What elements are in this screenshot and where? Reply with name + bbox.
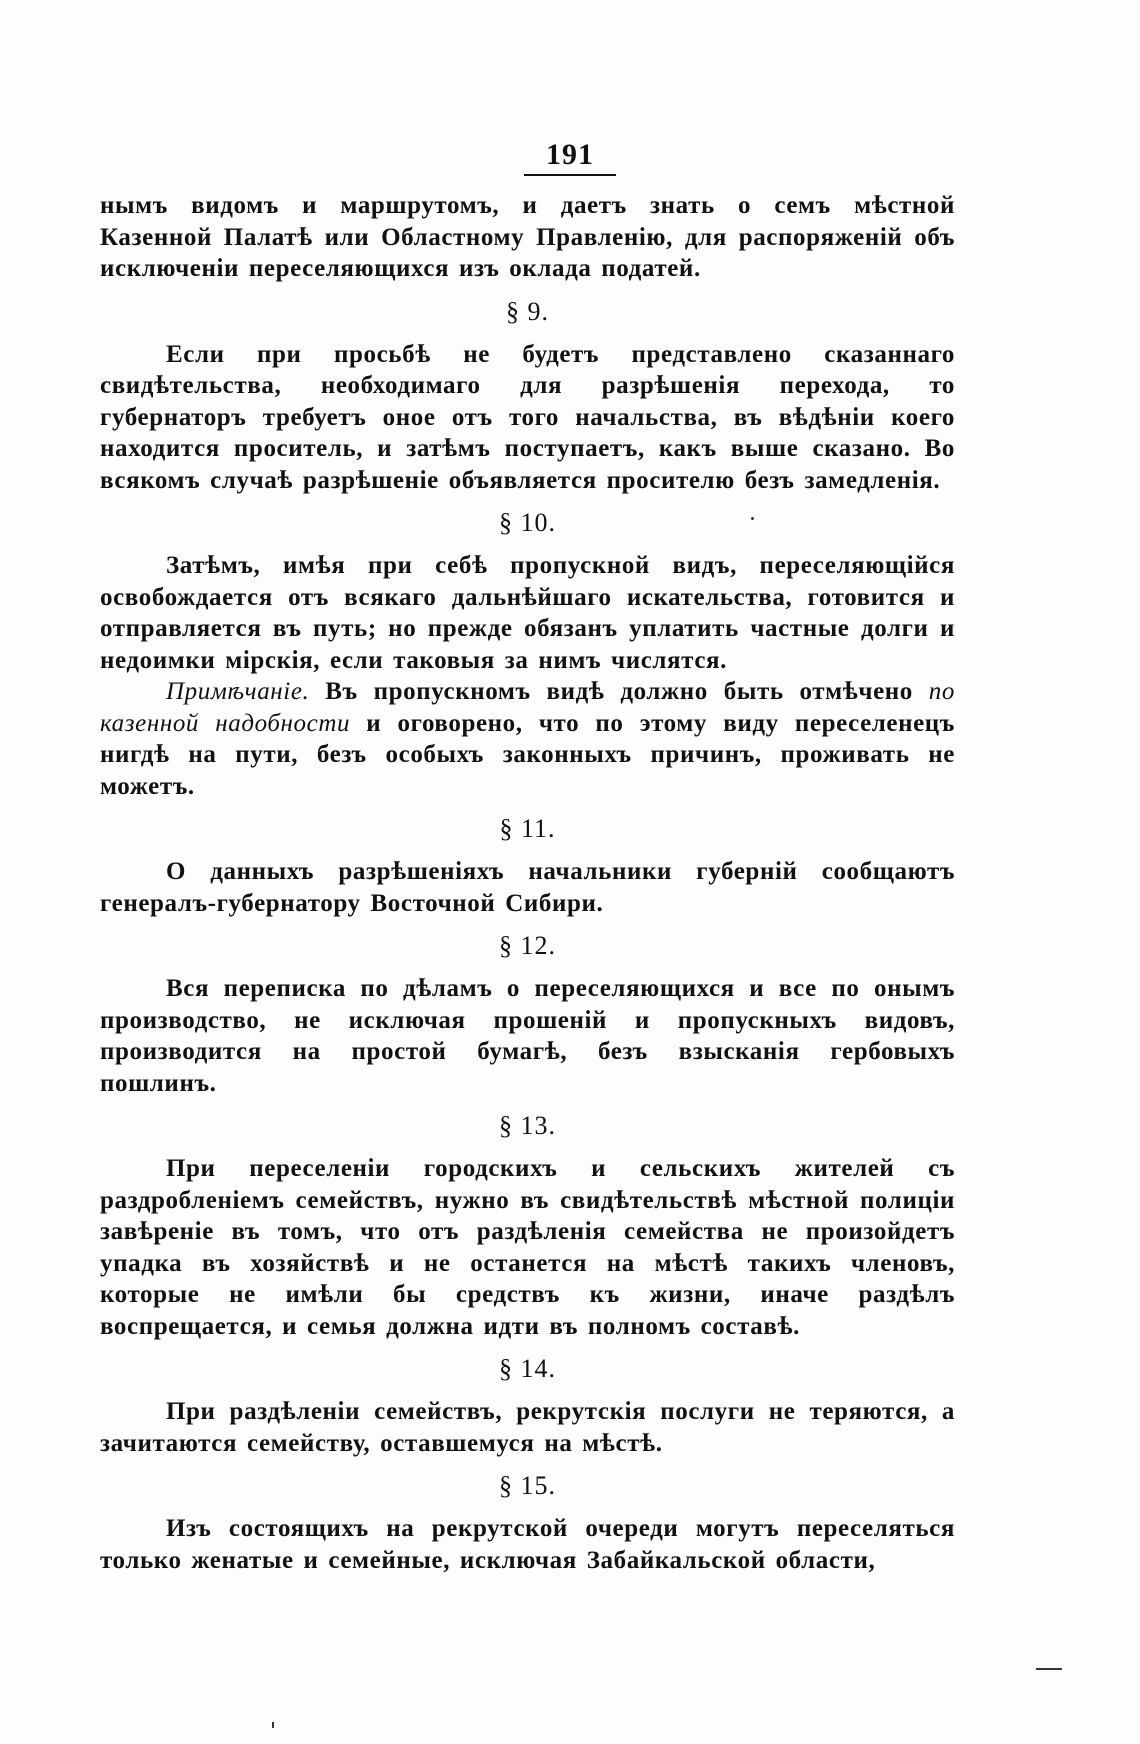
scan-margin-dash <box>1036 1668 1062 1670</box>
paragraph-section-11: О данныхъ разрѣшеніяхъ начальники губерній сообщаютъ генералъ-губернатору Восточной Сибири. <box>100 858 955 917</box>
paragraph-section-10: Затѣмъ, имѣя при себѣ пропускной видъ, переселяющійся освобождается отъ всякаго дальнѣйшаго искательства, готовится и отправляется въ путь; но прежде обязанъ уплатить частные долги и недоимки мірскія, если таковыя за нимъ числятся. <box>100 552 955 674</box>
paragraph-section-13: При переселеніи городскихъ и сельскихъ жителей съ раздробленіемъ семействъ, нужно въ свидѣтельствѣ мѣстной полиціи завѣреніе въ томъ, что отъ раздѣленія семейства не произойдетъ упадка въ хозяйствѣ и не останется на мѣстѣ такихъ членовъ, которые не имѣли бы средствъ къ жизни, иначе раздѣлъ воспрещается, и семья должна идти въ полномъ составѣ. <box>100 1155 955 1340</box>
page-number: 191 <box>524 138 616 176</box>
section-heading-15: § 15. <box>499 1471 556 1500</box>
page-header <box>0 138 1140 176</box>
note-label: Примѣчаніе. <box>166 678 310 705</box>
section-heading-11: § 11. <box>499 814 556 843</box>
scan-speck <box>751 517 754 520</box>
note-text-part2: и оговорено, что по этому виду переселенецъ нигдѣ на пути, безъ особыхъ законныхъ причинъ, проживать не можетъ. <box>100 709 955 800</box>
section-heading-12: § 12. <box>499 931 556 960</box>
paragraph-section-9: Если при просьбѣ не будетъ представлено сказаннаго свидѣтельства, необходимаго для разрѣшенія перехода, то губернаторъ требуетъ оное отъ того начальства, въ вѣдѣніи коего находится проситель, и затѣмъ поступаетъ, какъ выше сказано. Во всякомъ случаѣ разрѣшеніе объявляется просителю безъ замедленія. <box>100 340 955 494</box>
paragraph-section-10-note <box>100 676 955 802</box>
section-heading-10: § 10. <box>499 508 556 537</box>
paragraph-section-12: Вся переписка по дѣламъ о переселяющихся и все по онымъ производство, не исключая прошеній и пропускныхъ видовъ, производится на простой бумагѣ, безъ взысканія гербовыхъ пошлинъ. <box>100 975 955 1097</box>
paragraph-section-15: Изъ состоящихъ на рекрутской очереди могутъ переселяться только женатые и семейные, исключая Забайкальской области, <box>100 1515 955 1574</box>
scan-bottom-tick <box>272 1722 274 1728</box>
section-heading-14: § 14. <box>499 1354 556 1383</box>
paragraph-section-14: При раздѣленіи семействъ, рекрутскія послуги не теряются, а зачитаются семейству, оставшемуся на мѣстѣ. <box>100 1398 955 1457</box>
paragraph-intro: нымъ видомъ и маршрутомъ, и даетъ знать о семъ мѣстной Казенной Палатѣ или Областному Правленію, для распоряженій объ исключеніи переселяющихся изъ оклада податей. <box>100 192 955 282</box>
body-text <box>100 190 955 1576</box>
section-heading-9: § 9. <box>506 296 549 326</box>
note-text-part1: Въ пропускномъ видѣ должно быть отмѣчено <box>309 678 929 705</box>
note-italic-phrase: по казенной надобности <box>100 678 955 737</box>
section-heading-13: § 13. <box>499 1111 556 1140</box>
